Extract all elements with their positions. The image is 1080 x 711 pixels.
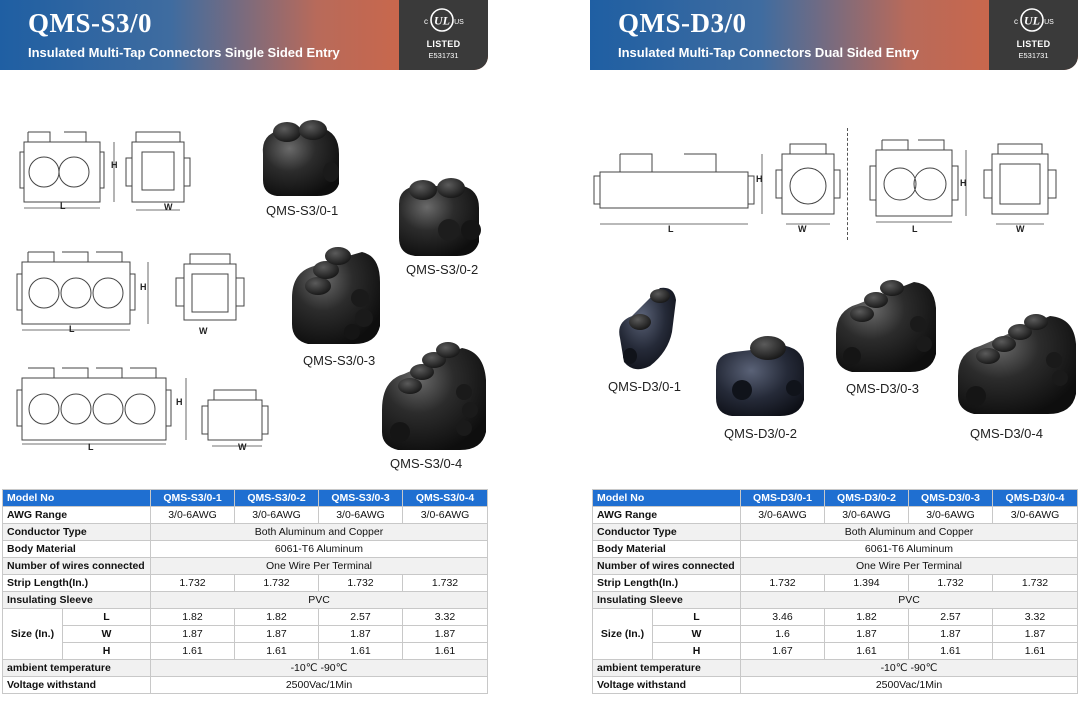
table-header-cell: QMS-S3/0-2 (235, 490, 319, 507)
table-header-cell: QMS-S3/0-1 (151, 490, 235, 507)
page-subtitle: Insulated Multi-Tap Connectors Single Sided Entry (28, 45, 340, 60)
drawing-label-w: W (238, 442, 247, 452)
table-cell: 2500Vac/1Min (151, 677, 488, 694)
row-label: Body Material (593, 541, 741, 558)
table-cell: 3/0-6AWG (403, 507, 488, 524)
cert-number: E531731 (428, 51, 459, 60)
row-label: ambient temperature (3, 660, 151, 677)
drawing-single-1 (18, 126, 218, 216)
table-cell: 1.732 (993, 575, 1078, 592)
product-photo-d1 (610, 282, 680, 379)
ul-listed-icon (422, 7, 462, 33)
table-row (3, 626, 488, 643)
table-header-cell: QMS-S3/0-4 (403, 490, 488, 507)
dimension-label: H (63, 643, 151, 660)
table-cell: 1.61 (403, 643, 488, 660)
drawing-label-h: H (111, 160, 118, 170)
table-cell: 1.732 (741, 575, 825, 592)
dimension-label: W (63, 626, 151, 643)
product-photo-s3 (288, 242, 384, 351)
connector-drawing-icon (592, 136, 842, 236)
table-cell: 3.46 (741, 609, 825, 626)
drawing-label-h: H (756, 174, 763, 184)
table-cell: 3/0-6AWG (319, 507, 403, 524)
table-cell: 1.61 (909, 643, 993, 660)
drawing-label-l: L (668, 224, 674, 234)
ul-listed-badge (399, 0, 488, 70)
table-row (3, 558, 488, 575)
table-cell: 1.732 (403, 575, 488, 592)
drawing-dual-2 (868, 136, 1078, 236)
connector-photo-icon (610, 282, 680, 374)
connector-photo-icon (834, 274, 940, 374)
cert-listed-text: LISTED (1016, 39, 1051, 49)
drawing-label-l: L (912, 224, 918, 234)
table-header-cell: QMS-D3/0-3 (909, 490, 993, 507)
connector-photo-icon (255, 114, 345, 198)
table-cell: 2.57 (909, 609, 993, 626)
drawing-label-w: W (798, 224, 807, 234)
table-cell: 1.82 (151, 609, 235, 626)
table-cell: 3.32 (993, 609, 1078, 626)
table-cell: 1.61 (825, 643, 909, 660)
row-label: AWG Range (593, 507, 741, 524)
drawing-label-l: L (88, 442, 94, 452)
product-photo-d3 (834, 274, 940, 379)
row-label: Size (In.) (593, 609, 653, 660)
product-photo-s1 (255, 114, 345, 203)
product-label-s2: QMS-S3/0-2 (406, 262, 479, 277)
row-label: Strip Length(In.) (3, 575, 151, 592)
drawing-dual-1 (592, 136, 842, 236)
connector-drawing-icon (18, 126, 218, 216)
right-panel (590, 0, 1080, 711)
spec-table (2, 489, 488, 694)
table-cell: Both Aluminum and Copper (741, 524, 1078, 541)
row-label: Body Material (3, 541, 151, 558)
table-cell: 1.61 (993, 643, 1078, 660)
drawing-label-w: W (164, 202, 173, 212)
product-label-s4: QMS-S3/0-4 (390, 456, 463, 471)
table-cell: 1.87 (825, 626, 909, 643)
table-cell: 1.87 (235, 626, 319, 643)
row-label: Voltage withstand (3, 677, 151, 694)
table-row (593, 541, 1078, 558)
spec-table (592, 489, 1078, 694)
table-cell: 6061-T6 Aluminum (741, 541, 1078, 558)
drawing-single-2 (14, 246, 254, 338)
drawing-divider (847, 128, 848, 240)
table-cell: PVC (741, 592, 1078, 609)
table-cell: 3/0-6AWG (993, 507, 1078, 524)
table-cell: 3/0-6AWG (909, 507, 993, 524)
table-cell: 3/0-6AWG (151, 507, 235, 524)
connector-drawing-icon (14, 246, 254, 338)
table-cell: 1.87 (319, 626, 403, 643)
table-row (3, 524, 488, 541)
ul-mark-us: US (1044, 19, 1054, 26)
dimension-label: L (653, 609, 741, 626)
table-cell: 1.732 (319, 575, 403, 592)
table-row (3, 677, 488, 694)
product-label-d2: QMS-D3/0-2 (724, 426, 797, 441)
table-row (593, 507, 1078, 524)
table-row (3, 643, 488, 660)
connector-photo-icon (712, 326, 808, 418)
table-cell: Both Aluminum and Copper (151, 524, 488, 541)
table-cell: 1.82 (825, 609, 909, 626)
ul-mark-text: UL (434, 13, 450, 28)
table-cell: -10℃ -90℃ (151, 660, 488, 677)
table-cell: 1.87 (909, 626, 993, 643)
table-row (593, 558, 1078, 575)
table-row (3, 609, 488, 626)
ul-mark-us: US (454, 19, 464, 26)
dimension-label: H (653, 643, 741, 660)
ul-listed-icon (1012, 7, 1052, 33)
table-row (593, 677, 1078, 694)
table-header-row (593, 490, 1078, 507)
page-title: QMS-S3/0 (28, 8, 153, 38)
table-row (593, 643, 1078, 660)
table-cell: 3/0-6AWG (741, 507, 825, 524)
table-cell: 1.732 (909, 575, 993, 592)
table-cell: -10℃ -90℃ (741, 660, 1078, 677)
product-label-d1: QMS-D3/0-1 (608, 379, 681, 394)
table-cell: 1.732 (235, 575, 319, 592)
table-header-cell: Model No (593, 490, 741, 507)
table-cell: 3/0-6AWG (235, 507, 319, 524)
page-subtitle: Insulated Multi-Tap Connectors Dual Sided Entry (618, 45, 919, 60)
row-label: Voltage withstand (593, 677, 741, 694)
table-cell: 3.32 (403, 609, 488, 626)
product-photo-d4 (956, 310, 1078, 421)
product-label-s3: QMS-S3/0-3 (303, 353, 376, 368)
connector-photo-icon (393, 168, 483, 258)
cert-number: E531731 (1018, 51, 1049, 60)
table-cell: 1.394 (825, 575, 909, 592)
product-label-d3: QMS-D3/0-3 (846, 381, 919, 396)
table-cell: 1.61 (319, 643, 403, 660)
ul-mark-c: c (424, 17, 428, 26)
row-label: ambient temperature (593, 660, 741, 677)
table-row (593, 575, 1078, 592)
table-cell: 1.67 (741, 643, 825, 660)
header-banner (590, 0, 1078, 70)
table-row (3, 660, 488, 677)
table-row (593, 626, 1078, 643)
table-cell: 6061-T6 Aluminum (151, 541, 488, 558)
connector-photo-icon (956, 310, 1078, 416)
ul-mark-text: UL (1024, 13, 1040, 28)
table-cell: 2.57 (319, 609, 403, 626)
table-header-row (3, 490, 488, 507)
row-label: Size (In.) (3, 609, 63, 660)
row-label: Conductor Type (3, 524, 151, 541)
connector-photo-icon (380, 340, 490, 452)
page-title: QMS-D3/0 (618, 8, 747, 38)
header-banner (0, 0, 488, 70)
product-photo-s4 (380, 340, 490, 457)
row-label: Insulating Sleeve (593, 592, 741, 609)
table-cell: 1.82 (235, 609, 319, 626)
table-cell: 2500Vac/1Min (741, 677, 1078, 694)
drawing-label-h: H (960, 178, 967, 188)
table-header-cell: QMS-D3/0-4 (993, 490, 1078, 507)
dimension-label: L (63, 609, 151, 626)
cert-listed-text: LISTED (426, 39, 461, 49)
table-cell: 1.87 (993, 626, 1078, 643)
row-label: Strip Length(In.) (593, 575, 741, 592)
table-cell: 1.61 (151, 643, 235, 660)
table-cell: 1.61 (235, 643, 319, 660)
left-panel (0, 0, 490, 711)
drawing-label-h: H (140, 282, 147, 292)
table-header-cell: QMS-D3/0-2 (825, 490, 909, 507)
drawing-label-h: H (176, 397, 183, 407)
product-photo-s2 (393, 168, 483, 263)
ul-listed-badge (989, 0, 1078, 70)
table-cell: 1.732 (151, 575, 235, 592)
row-label: Number of wires connected (3, 558, 151, 575)
table-cell: 1.87 (403, 626, 488, 643)
drawing-label-w: W (1016, 224, 1025, 234)
drawing-label-l: L (60, 201, 66, 211)
row-label: Insulating Sleeve (3, 592, 151, 609)
ul-mark-c: c (1014, 17, 1018, 26)
table-row (3, 592, 488, 609)
table-row (593, 609, 1078, 626)
table-row (3, 575, 488, 592)
product-photo-d2 (712, 326, 808, 423)
table-row (593, 592, 1078, 609)
product-label-s1: QMS-S3/0-1 (266, 203, 339, 218)
connector-drawing-icon (868, 136, 1078, 236)
row-label: Number of wires connected (593, 558, 741, 575)
table-header-cell: Model No (3, 490, 151, 507)
table-cell: 3/0-6AWG (825, 507, 909, 524)
connector-drawing-icon (16, 360, 286, 452)
table-cell: PVC (151, 592, 488, 609)
dimension-label: W (653, 626, 741, 643)
row-label: Conductor Type (593, 524, 741, 541)
product-label-d4: QMS-D3/0-4 (970, 426, 1043, 441)
table-cell: 1.6 (741, 626, 825, 643)
table-row (593, 524, 1078, 541)
connector-photo-icon (288, 242, 384, 346)
table-cell: One Wire Per Terminal (151, 558, 488, 575)
table-cell: One Wire Per Terminal (741, 558, 1078, 575)
drawing-label-w: W (199, 326, 208, 336)
row-label: AWG Range (3, 507, 151, 524)
drawing-single-3 (16, 360, 286, 452)
drawing-label-l: L (69, 324, 75, 334)
table-row (3, 541, 488, 558)
table-header-cell: QMS-S3/0-3 (319, 490, 403, 507)
table-cell: 1.87 (151, 626, 235, 643)
table-row (3, 507, 488, 524)
table-row (593, 660, 1078, 677)
table-header-cell: QMS-D3/0-1 (741, 490, 825, 507)
